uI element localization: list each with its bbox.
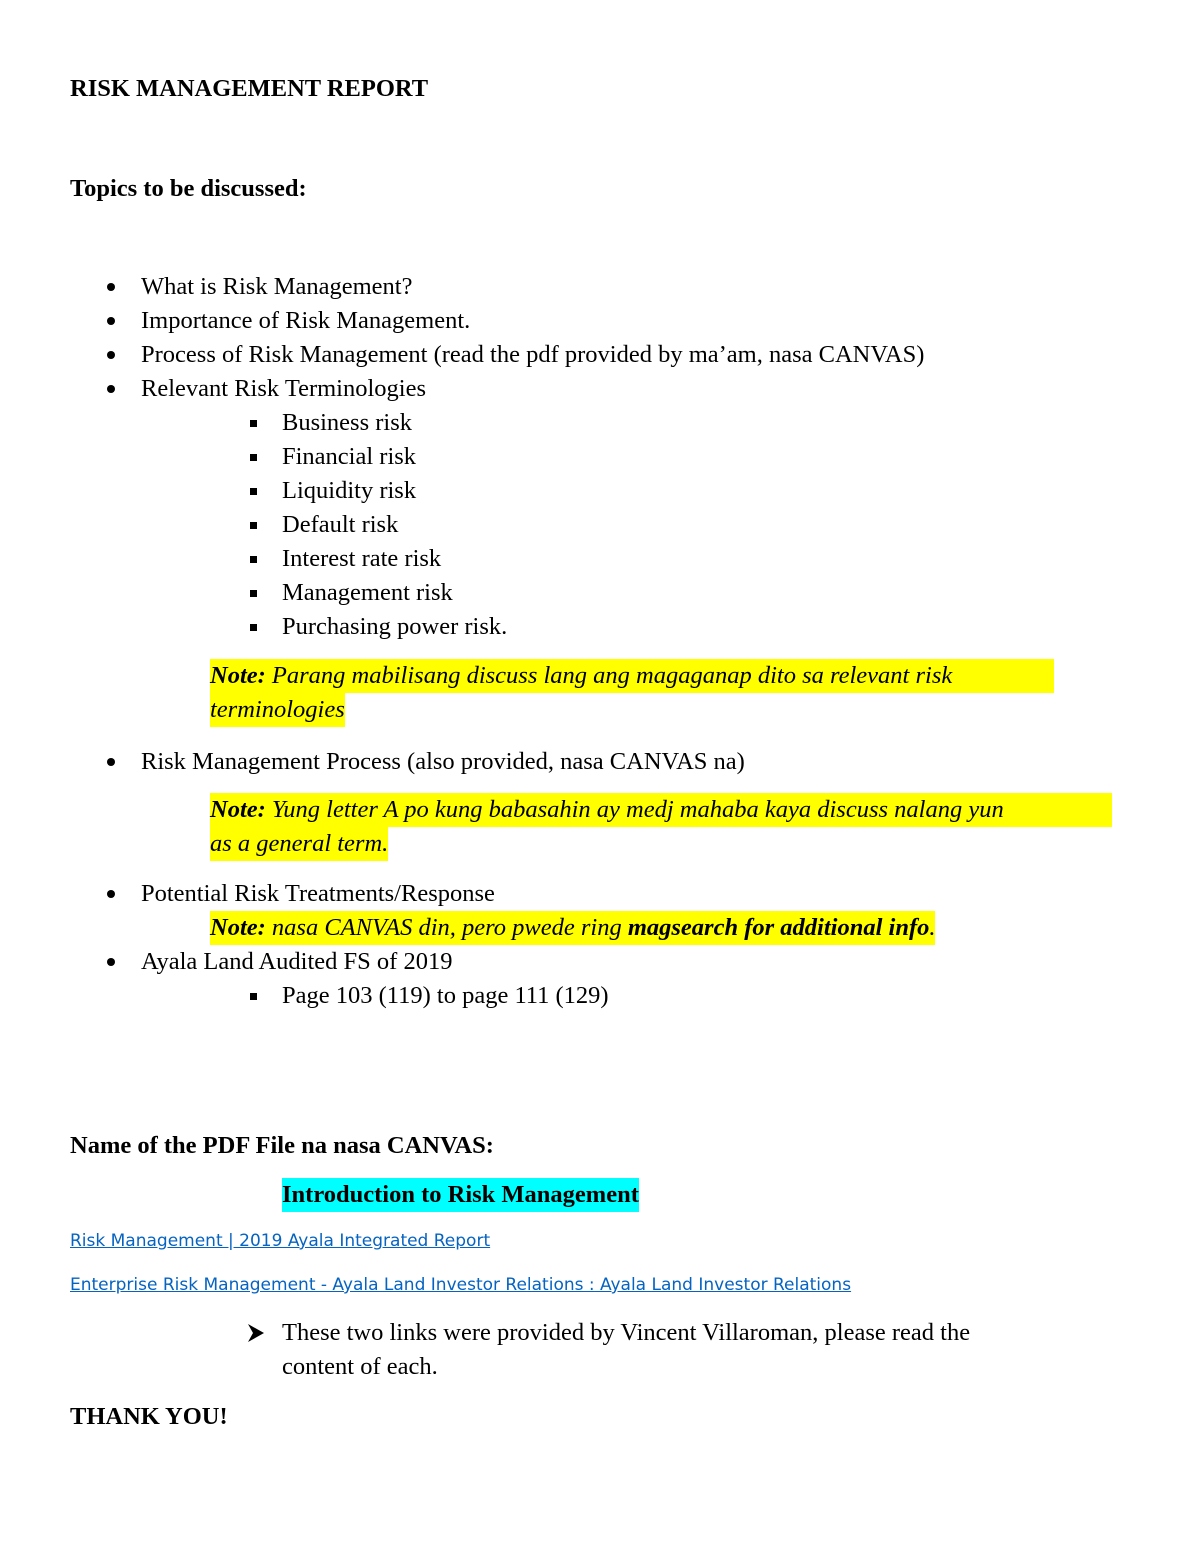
topic-item: Importance of Risk Management. [141, 307, 471, 334]
note-text: as a general term. [210, 830, 389, 857]
page-title: RISK MANAGEMENT REPORT [70, 75, 429, 102]
ayala-integrated-report-link[interactable]: Risk Management | 2019 Ayala Integrated Report [70, 1231, 491, 1251]
topics-heading: Topics to be discussed: [70, 175, 307, 202]
links-note: content of each. [282, 1353, 438, 1380]
square-bullet-icon [250, 488, 257, 495]
note-emphasis: magsearch for additional info [627, 914, 930, 941]
links-note: These two links were provided by Vincent Villaroman, please read the [282, 1319, 971, 1346]
note-text: terminologies [210, 696, 345, 723]
topic-item: Risk Management Process (also provided, nasa CANVAS na) [141, 748, 745, 775]
ayala-land-investor-relations-link[interactable]: Enterprise Risk Management - Ayala Land Investor Relations : Ayala Land Investor Relations [70, 1275, 852, 1295]
topic-item: Relevant Risk Terminologies [141, 375, 426, 402]
note-block [210, 693, 345, 727]
closing-text: THANK YOU! [70, 1403, 228, 1430]
note-block [210, 827, 388, 861]
square-bullet-icon [250, 454, 257, 461]
bullet-icon [107, 758, 115, 766]
note-text: nasa CANVAS din, pero pwede ring [265, 914, 628, 941]
risk-term-item: Interest rate risk [282, 545, 442, 572]
note-block [210, 911, 935, 945]
risk-term-item: Liquidity risk [282, 477, 417, 504]
square-bullet-icon [250, 590, 257, 597]
square-bullet-icon [250, 420, 257, 427]
risk-term-item: Purchasing power risk. [282, 613, 508, 640]
topic-item: What is Risk Management? [141, 273, 413, 300]
bullet-icon [107, 351, 115, 359]
pdf-heading: Name of the PDF File na nasa CANVAS: [70, 1132, 494, 1159]
risk-term-item: Business risk [282, 409, 413, 436]
arrow-bullet-icon [247, 1323, 265, 1343]
note-block [210, 659, 1054, 693]
topic-item: Potential Risk Treatments/Response [141, 880, 495, 907]
square-bullet-icon [250, 993, 257, 1000]
risk-term-item: Management risk [282, 579, 453, 606]
square-bullet-icon [250, 522, 257, 529]
bullet-icon [107, 317, 115, 325]
topic-item: Ayala Land Audited FS of 2019 [141, 948, 453, 975]
bullet-icon [107, 958, 115, 966]
bullet-icon [107, 283, 115, 291]
note-block [210, 793, 1112, 827]
risk-term-item: Financial risk [282, 443, 417, 470]
square-bullet-icon [250, 556, 257, 563]
bullet-icon [107, 385, 115, 393]
note-text: . [929, 914, 936, 941]
square-bullet-icon [250, 624, 257, 631]
pdf-name: Introduction to Risk Management [282, 1178, 639, 1212]
bullet-icon [107, 890, 115, 898]
fs-pages-item: Page 103 (119) to page 111 (129) [282, 982, 609, 1009]
note-text: Yung letter A po kung babasahin ay medj mahaba kaya discuss nalang yun [265, 796, 1004, 823]
note-label: Note: [210, 796, 266, 823]
risk-term-item: Default risk [282, 511, 399, 538]
topic-item: Process of Risk Management (read the pdf provided by ma’am, nasa CANVAS) [141, 341, 925, 368]
note-label: Note: [210, 662, 266, 689]
note-text: Parang mabilisang discuss lang ang magaganap dito sa relevant risk [265, 662, 953, 689]
note-label: Note: [210, 914, 266, 941]
